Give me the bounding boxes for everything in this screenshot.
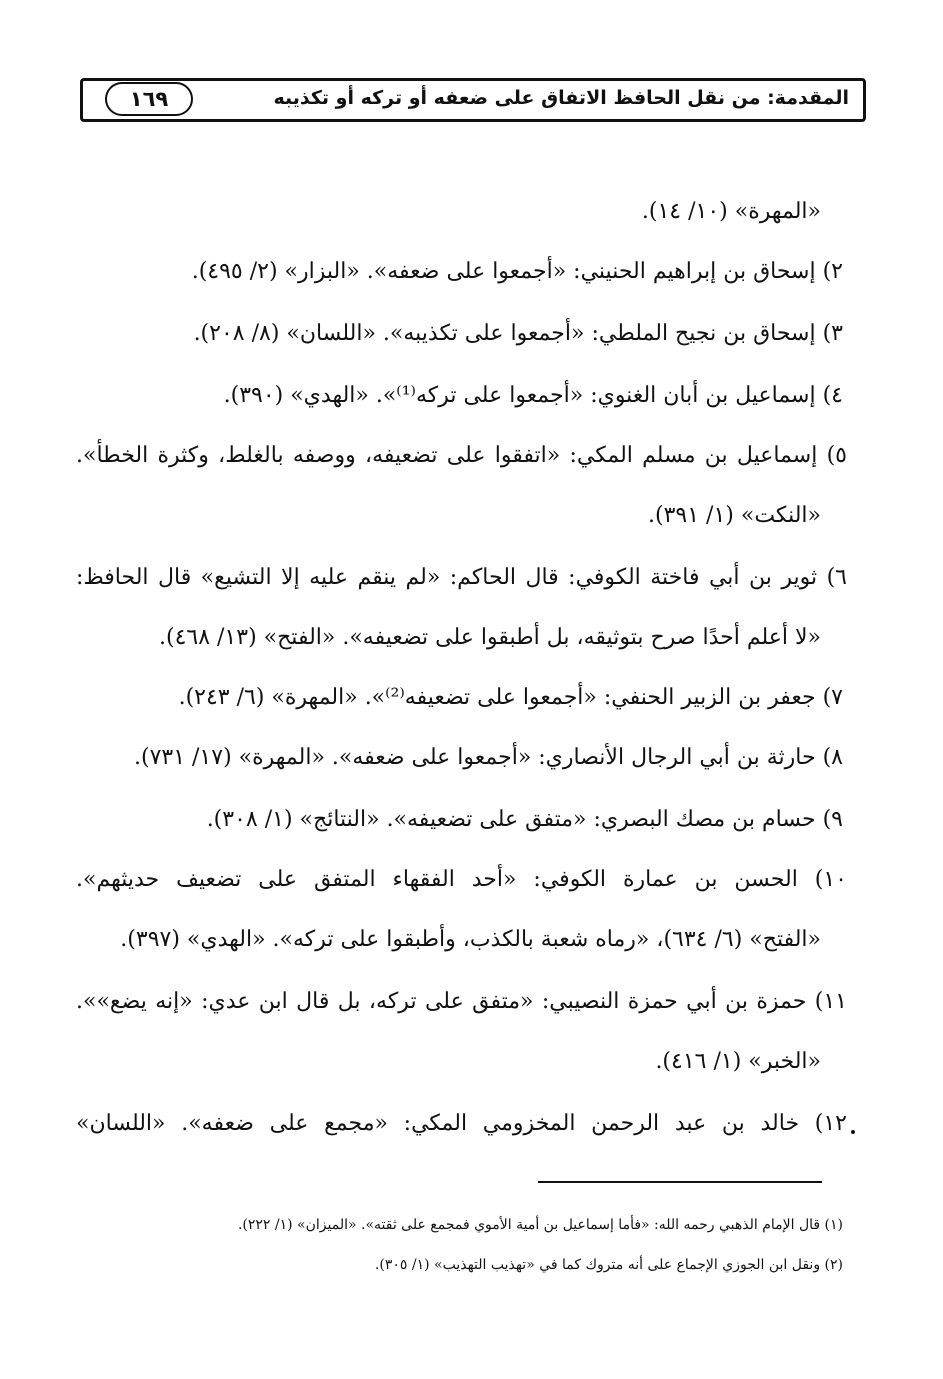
- footnote: (١) قال الإمام الذهبي رحمه الله: «فأما إسماعيل بن أمية الأموي فمجمع على ثقته». «الميزان» (١/ ٢٢٢).: [237, 1217, 843, 1233]
- page-number: ١٦٩: [105, 82, 193, 116]
- text-line: ٧) جعفر بن الزبير الحنفي: «أجمعوا على تضعيفه⁽²⁾». «المهرة» (٦/ ٢٤٣).: [178, 685, 843, 710]
- text-line: «لا أعلم أحدًا صرح بتوثيقه، بل أطبقوا على تضعيفه». «الفتح» (١٣/ ٤٦٨).: [158, 625, 821, 650]
- text-line: ٣) إسحاق بن نجيح الملطي: «أجمعوا على تكذيبه». «اللسان» (٨/ ٢٠٨).: [193, 321, 843, 346]
- text-line: ٤) إسماعيل بن أبان الغنوي: «أجمعوا على تركه⁽¹⁾». «الهدي» (٣٩٠).: [223, 383, 843, 408]
- text-line: ٨) حارثة بن أبي الرجال الأنصاري: «أجمعوا على ضعفه». «المهرة» (١٧/ ٧٣١).: [133, 745, 843, 770]
- text-line: ١١) حمزة بن أبي حمزة النصيبي: «متفق على تركه، بل قال ابن عدي: «إنه يضع»».: [76, 989, 847, 1014]
- text-line: «الفتح» (٦/ ٦٣٤)، «رماه شعبة بالكذب، وأطبقوا على تركه». «الهدي» (٣٩٧).: [120, 927, 821, 952]
- text-line: «النكت» (١/ ٣٩١).: [648, 503, 821, 528]
- text-line: ٦) ثوير بن أبي فاختة الكوفي: قال الحاكم: «لم ينقم عليه إلا التشيع» قال الحافظ:: [76, 565, 847, 590]
- text-line: ٩) حسام بن مصك البصري: «متفق على تضعيفه». «النتائج» (١/ ٣٠٨).: [206, 807, 843, 832]
- text-line: ٢) إسحاق بن إبراهيم الحنيني: «أجمعوا على ضعفه». «البزار» (٢/ ٤٩٥).: [191, 259, 843, 284]
- text-line: ١٢) خالد بن عبد الرحمن المخزومي المكي: «مجمع على ضعفه». «اللسان»: [76, 1111, 847, 1136]
- stray-mark: [851, 1130, 855, 1134]
- footnote-separator: [538, 1181, 822, 1183]
- text-line: ١٠) الحسن بن عمارة الكوفي: «أحد الفقهاء المتفق على تضعيف حديثهم».: [76, 867, 847, 892]
- text-line: ٥) إسماعيل بن مسلم المكي: «اتفقوا على تضعيفه، ووصفه بالغلط، وكثرة الخطأ».: [76, 443, 847, 468]
- page-header: [80, 78, 866, 122]
- running-title: المقدمة: من نقل الحافظ الاتفاق على ضعفه أو تركه أو تكذيبه: [273, 87, 849, 109]
- text-line: «المهرة» (١٠/ ١٤).: [641, 199, 821, 224]
- text-line: «الخبر» (١/ ٤١٦).: [655, 1049, 821, 1074]
- footnote: (٢) ونقل ابن الجوزي الإجماع على أنه متروك كما في «تهذيب التهذيب» (١/ ٣٠٥).: [374, 1257, 843, 1273]
